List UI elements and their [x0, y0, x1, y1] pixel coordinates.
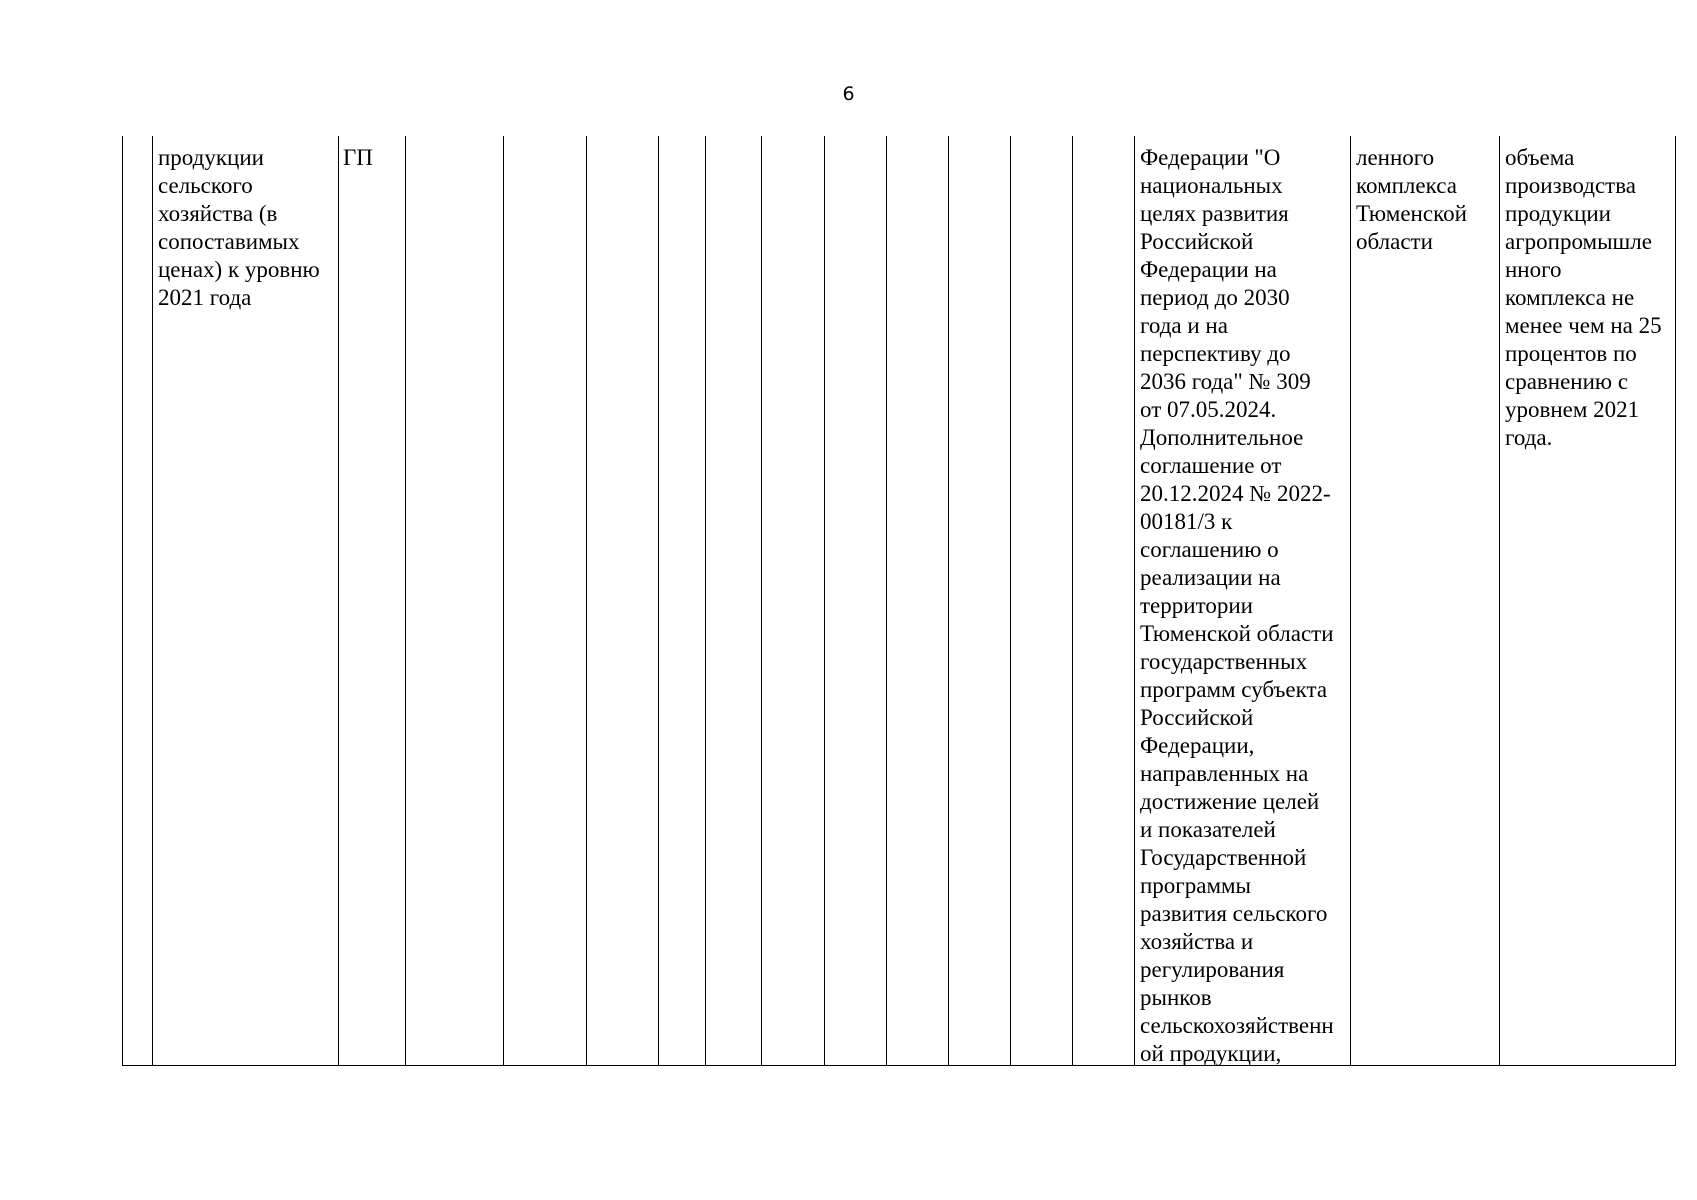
table-column-border [503, 136, 504, 1066]
table-column-border [152, 136, 153, 1066]
table-column-border [658, 136, 659, 1066]
table-column-border [886, 136, 887, 1066]
cell-type: ГП [343, 145, 373, 170]
table-column-border [405, 136, 406, 1066]
table-column-border [1350, 136, 1351, 1066]
table-column-border [1134, 136, 1135, 1066]
page-number: 6 [842, 83, 855, 105]
table-column-border [122, 136, 123, 1066]
cell-result: объема производства продукции агропромышле нного комплекса не менее чем на 25 процентов по сравнению с уровнем 2021 года. [1505, 145, 1662, 450]
cell-basis: Федерации "О национальных целях развития Российской Федерации на период до 2030 года и на перспективу до 2036 года" № 309 от 07.05.2024. Дополнительное соглашение от 20.12.2024 № 2022- 00181/3 к соглашению о реализации на территории Тюменской области государственных программ субъекта Российской Федерации, направленных на достижение целей и показателей Государственной программы развития сельского хозяйства и регулирования рынков сельскохозяйственн ой продукции, [1140, 145, 1334, 1066]
table-column-border [586, 136, 587, 1066]
table-column-border [1010, 136, 1011, 1066]
indicators-table [0, 136, 1697, 1066]
table-bottom-border [122, 1065, 1675, 1066]
cell-responsible: ленного комплекса Тюменской области [1356, 145, 1467, 254]
cell-indicator-name: продукции сельского хозяйства (в сопоставимых ценах) к уровню 2021 года [158, 145, 320, 310]
table-column-border [1072, 136, 1073, 1066]
table-column-border [1675, 136, 1676, 1066]
table-column-border [948, 136, 949, 1066]
table-column-border [824, 136, 825, 1066]
table-column-border [705, 136, 706, 1066]
table-column-border [761, 136, 762, 1066]
table-column-border [1499, 136, 1500, 1066]
